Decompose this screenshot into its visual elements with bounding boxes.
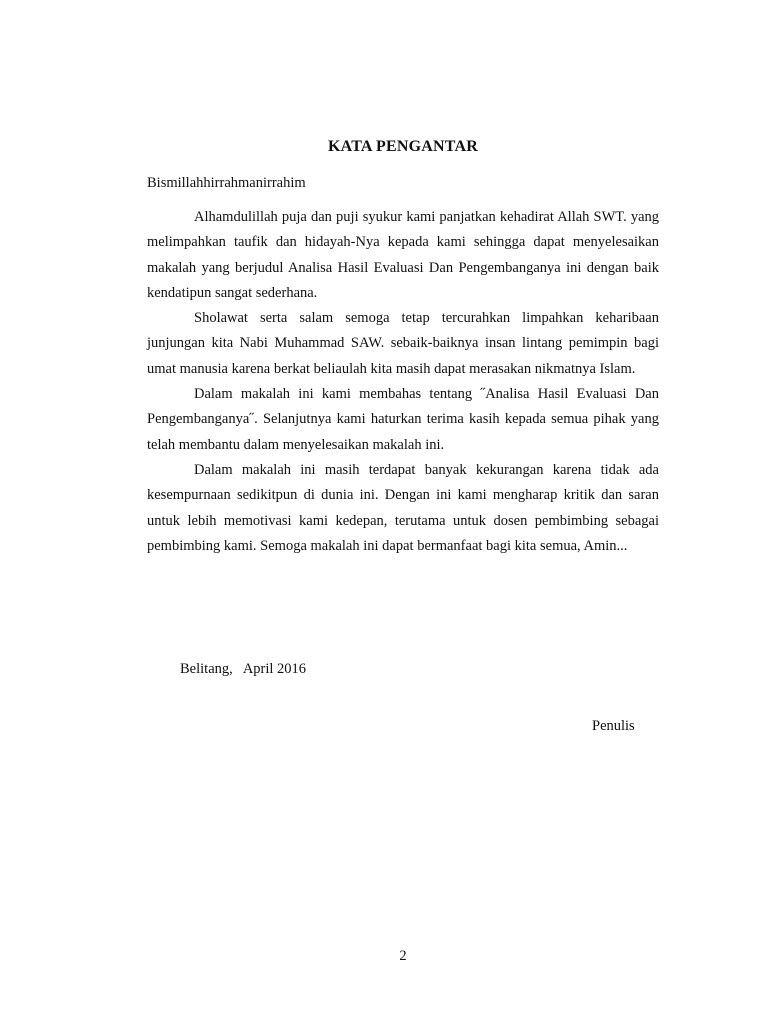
page-title: KATA PENGANTAR (328, 138, 478, 155)
paragraph-gratitude: Alhamdulillah puja dan puji syukur kami panjatkan kehadirat Allah SWT. yang melimpahkan taufik dan hidayah-Nya kepada kami sehingga dapat menyelesaikan makalah yang berjudul Analisa Hasil Evaluasi Dan Pengembanganya ini dengan baik kendatipun sangat sederhana. (147, 209, 659, 301)
body-text (147, 205, 659, 559)
place-date: Belitang, April 2016 (180, 661, 307, 677)
paragraph-sholawat: Sholawat serta salam semoga tetap tercurahkan limpahkan keharibaan junjungan kita Nabi Muhammad SAW. sebaik-baiknya insan lintang pemimpin bagi umat manusia karena berkat beliaulah kita masih dapat merasakan nikmatnya Islam. (147, 310, 659, 377)
paragraph-closing: Dalam makalah ini masih terdapat banyak kekurangan karena tidak ada kesempurnaan sedikitpun di dunia ini. Dengan ini kami mengharap kritik dan saran untuk lebih memotivasi kami kedepan, terutama untuk dosen pembimbing sebagai pembimbing kami. Semoga makalah ini dapat bermanfaat bagi kita semua, Amin... (147, 461, 659, 554)
paragraph-topic: Dalam makalah ini kami membahas tentang ˝Analisa Hasil Evaluasi Dan Pengembanganya˝. Selanjutnya kami haturkan terima kasih kepada semua pihak yang telah membantu dalam menyelesaikan makalah ini. (147, 386, 659, 453)
page-number: 2 (399, 948, 407, 964)
signature-author: Penulis (592, 718, 635, 734)
opening-greeting: Bismillahhirrahmanirrahim (147, 175, 306, 191)
